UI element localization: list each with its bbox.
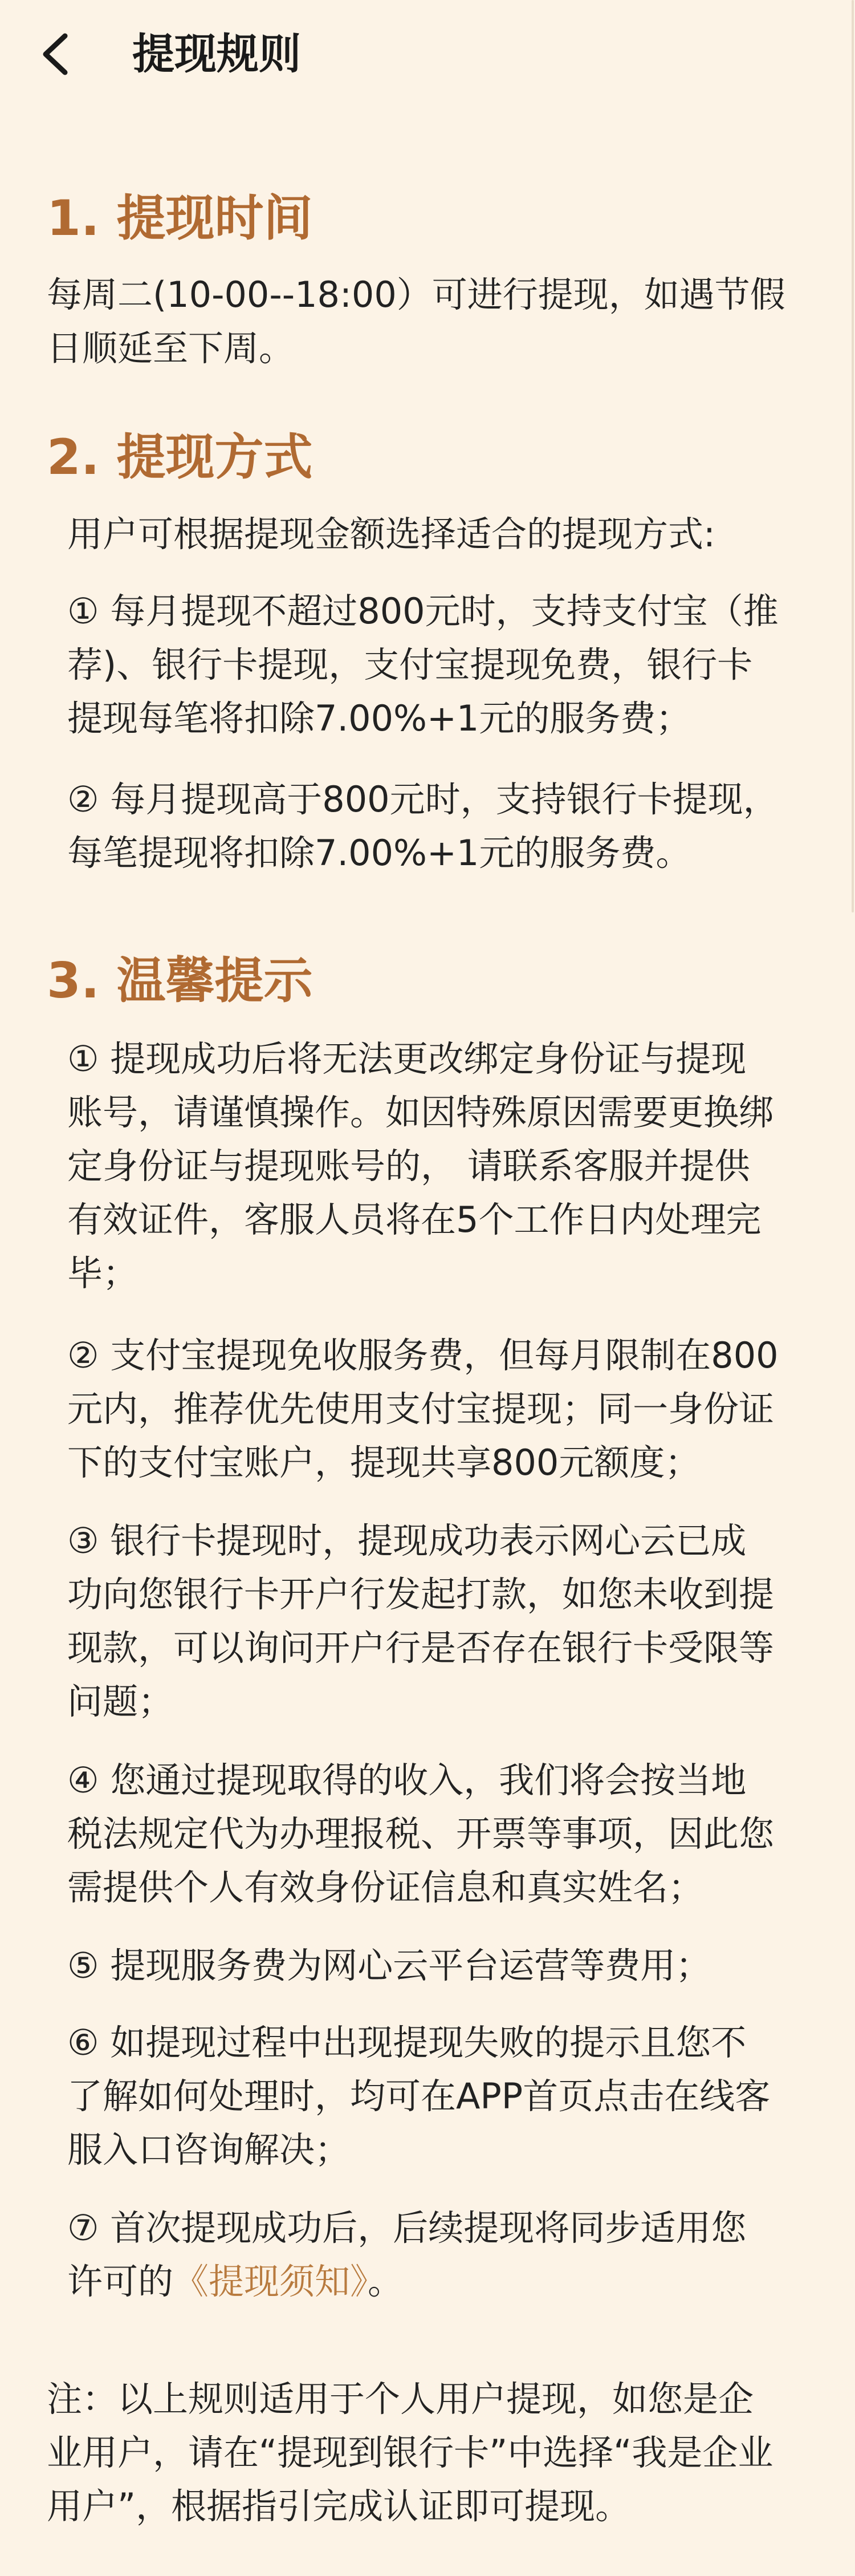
- method-item-1: [67, 585, 779, 745]
- text-line: ① 提现成功后将无法更改绑定身份证与提现: [67, 1038, 747, 1080]
- text-line: 注：以上规则适用于个人用户提现，如您是企: [47, 2378, 754, 2420]
- tips-item-5: [67, 1939, 711, 1993]
- text-line: [67, 2255, 746, 2309]
- text-line: 服入口咨询解决；: [67, 2129, 351, 2171]
- text-line: 用户可根据提现金额选择适合的提现方式:: [67, 513, 715, 555]
- text-line: 下的支付宝账户，提现共享800元额度；: [67, 1442, 701, 1483]
- method-intro: [67, 508, 715, 561]
- tips-item-3: [67, 1514, 774, 1729]
- text-line: ② 支付宝提现免收服务费，但每月限制在800: [67, 1334, 779, 1376]
- method-item-2: [67, 773, 779, 880]
- text-line: 用户”，根据指引完成认证即可提现。: [47, 2485, 631, 2527]
- text-line: 有效证件，客服人员将在5个工作日内处理完: [67, 1199, 762, 1240]
- text-line: 需提供个人有效身份证信息和真实姓名；: [67, 1867, 704, 1908]
- text-line: 定身份证与提现账号的， 请联系客服并提供: [67, 1145, 750, 1187]
- text-line: 荐)、银行卡提现，支付宝提现免费，银行卡: [67, 644, 753, 685]
- text-line: ④ 您通过提现取得的收入，我们将会按当地: [67, 1759, 747, 1801]
- text-line: 税法规定代为办理报税、开票等事项，因此您: [67, 1813, 775, 1855]
- tips-item-2: [67, 1329, 779, 1490]
- text-line: 每笔提现将扣除7.00%+1元的服务费。: [67, 832, 691, 874]
- text-line: 功向您银行卡开户行发起打款，如您未收到提: [67, 1573, 775, 1615]
- text-line: ⑦ 首次提现成功后，后续提现将同步适用您: [67, 2207, 747, 2249]
- text-segment: 。: [368, 2261, 404, 2302]
- section-heading-tips: 3. 温馨提示: [47, 952, 313, 1009]
- text-segment: 许可的: [67, 2261, 174, 2302]
- text-line: ③ 银行卡提现时，提现成功表示网心云已成: [67, 1520, 747, 1561]
- header: [0, 0, 855, 108]
- chevron-left-icon: [40, 31, 72, 77]
- scrollbar[interactable]: [852, 0, 854, 912]
- page-title: 提现规则: [132, 30, 301, 79]
- withdrawal-notice-link[interactable]: 《提现须知》: [173, 2261, 368, 2302]
- tips-item-7: [67, 2201, 746, 2309]
- back-button[interactable]: [40, 17, 103, 91]
- text-line: 元内，推荐优先使用支付宝提现；同一身份证: [67, 1388, 775, 1430]
- text-line: 提现每笔将扣除7.00%+1元的服务费；: [67, 697, 691, 739]
- text-line: ① 每月提现不超过800元时，支持支付宝（推: [67, 590, 779, 632]
- text-line: ② 每月提现高于800元时，支持银行卡提现，: [67, 778, 779, 820]
- text-line: 账号，请谨慎操作。如因特殊原因需要更换绑: [67, 1092, 775, 1133]
- text-line: 现款，可以询问开户行是否存在银行卡受限等: [67, 1627, 775, 1669]
- text-line: 业用户，请在“提现到银行卡”中选择“我是企业: [47, 2432, 773, 2473]
- text-line: 毕；: [67, 1252, 139, 1294]
- section-heading-time: 1. 提现时间: [47, 190, 313, 247]
- text-line: 问题；: [67, 1681, 174, 1722]
- text-line: ⑤ 提现服务费为网心云平台运营等费用；: [67, 1945, 711, 1986]
- time-paragraph: [47, 268, 785, 375]
- text-line: 每周二(10-00--18:00）可进行提现，如遇节假: [47, 274, 785, 315]
- tips-item-6: [67, 2016, 770, 2177]
- text-line: 了解如何处理时，均可在APP首页点击在线客: [67, 2075, 771, 2117]
- tips-item-1: [67, 1032, 774, 1300]
- tips-item-4: [67, 1754, 774, 1914]
- text-line: ⑥ 如提现过程中出现提现失败的提示且您不: [67, 2022, 747, 2063]
- section-heading-method: 2. 提现方式: [47, 429, 313, 486]
- note-paragraph: [47, 2372, 773, 2533]
- text-line: 日顺延至下周。: [47, 327, 295, 369]
